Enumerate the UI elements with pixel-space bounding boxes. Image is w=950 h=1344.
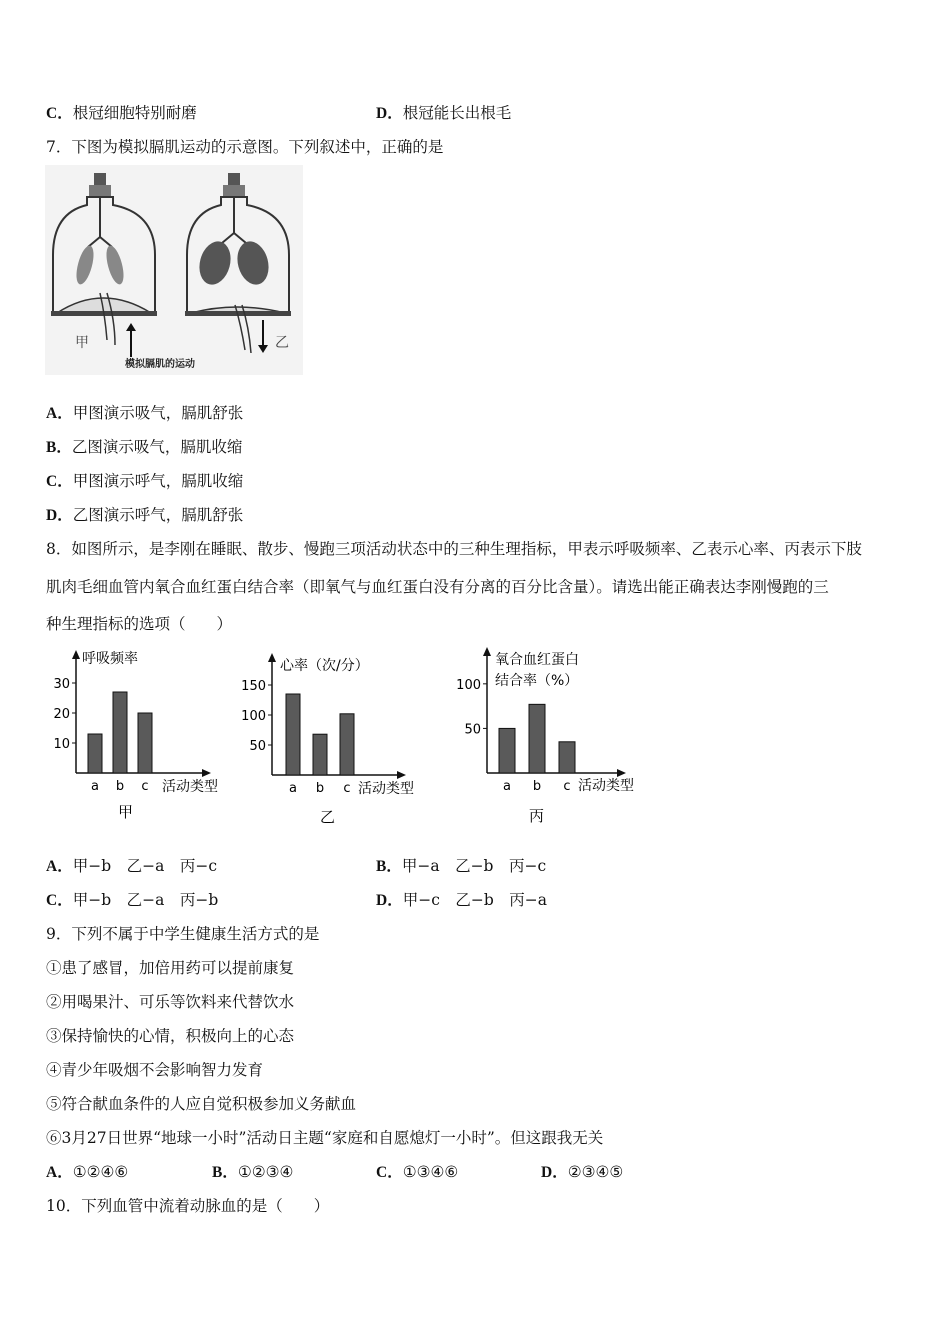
option-text: 甲图演示呼气，膈肌收缩 [72, 472, 244, 490]
option-letter: D． [46, 507, 73, 524]
category-label: b [532, 779, 542, 794]
y-tick-label: 150 [241, 679, 266, 694]
y-tick-label: 100 [456, 677, 481, 693]
bar-c [559, 742, 575, 773]
option-text: 根冠细胞特别耐磨 [72, 104, 197, 122]
option-text: 甲图演示吸气，膈肌舒张 [72, 404, 244, 422]
q7-stem: 7．下图为模拟膈肌运动的示意图。下列叙述中，正确的是 [46, 138, 444, 156]
q7-option-c [46, 471, 243, 492]
q9-option-b [212, 1162, 293, 1183]
q9-option-d [541, 1162, 623, 1183]
y-tick-label: 50 [464, 722, 481, 738]
category-label: a [91, 779, 99, 794]
option-letter: D． [541, 1164, 568, 1181]
option-letter: A． [46, 1164, 73, 1181]
option-text: 甲−c 乙−b 丙−a [402, 891, 548, 909]
bar-c [340, 714, 354, 775]
chart-jia [40, 645, 240, 830]
q9-option-c [376, 1162, 458, 1183]
q6-option-c [46, 103, 197, 124]
q9-item-6: ⑥3月27日世界“地球一小时”活动日主题“家庭和自愿熄灯一小时”。但这跟我无关 [46, 1129, 604, 1147]
q7-option-d [46, 505, 243, 526]
diaphragm-figure [45, 165, 303, 375]
option-text: 甲−a 乙−b 丙−c [401, 857, 547, 875]
option-letter: D． [376, 892, 403, 909]
y-axis-label-line1: 氧合血红蛋白 [495, 652, 579, 668]
y-axis-label-line2: 结合率（%） [495, 673, 579, 689]
bar-a [499, 728, 515, 773]
option-text: 甲−b 乙−a 丙−c [72, 857, 218, 875]
option-letter: B． [376, 858, 402, 875]
category-label: b [315, 781, 325, 796]
bar-b [313, 734, 327, 775]
category-label: a [503, 779, 511, 794]
y-tick-label: 20 [53, 707, 70, 722]
bar-a [88, 734, 102, 773]
chart-yi [228, 650, 438, 830]
option-letter: B． [212, 1164, 238, 1181]
q9-item-1: ①患了感冒，加倍用药可以提前康复 [46, 959, 295, 977]
label-jia: 甲 [75, 335, 89, 351]
q8-stem-line2: 肌肉毛细血管内氧合血红蛋白结合率（即氧气与血红蛋白没有分离的百分比含量）。请选出能正确表达李刚慢跑的三 [46, 578, 829, 596]
q9-stem: 9．下列不属于中学生健康生活方式的是 [46, 925, 320, 943]
option-text: 乙图演示呼气，膈肌舒张 [72, 506, 244, 524]
option-letter: B． [46, 439, 72, 456]
y-tick-label: 10 [53, 737, 70, 752]
option-text: 乙图演示吸气，膈肌收缩 [71, 438, 243, 456]
q8-stem-line3: 种生理指标的选项（ ） [46, 615, 233, 633]
y-axis-label: 心率（次/分） [280, 658, 369, 674]
category-label: a [289, 781, 297, 796]
q9-item-3: ③保持愉快的心情，积极向上的心态 [46, 1027, 295, 1045]
label-yi: 乙 [275, 335, 289, 351]
x-axis-label: 活动类型 [162, 779, 218, 795]
bar-b [113, 692, 127, 773]
q9-option-a [46, 1162, 128, 1183]
chart-title: 丙 [529, 807, 545, 825]
chart-bing [445, 645, 660, 830]
y-axis-label: 呼吸频率 [82, 651, 138, 667]
q8-stem-line1: 8．如图所示，是李刚在睡眠、散步、慢跑三项活动状态中的三种生理指标，甲表示呼吸频率、乙表示心率、丙表示下肢 [46, 540, 862, 558]
q9-item-4: ④青少年吸烟不会影响智力发育 [46, 1061, 264, 1079]
q8-option-a [46, 856, 217, 877]
category-label: c [563, 779, 571, 794]
q8-option-d [376, 890, 547, 911]
option-text: 根冠能长出根毛 [402, 104, 512, 122]
bar-a [286, 694, 300, 775]
chart-title: 乙 [320, 808, 336, 826]
q10-stem: 10．下列血管中流着动脉血的是（ ） [46, 1197, 330, 1215]
option-letter: A． [46, 858, 73, 875]
category-label: c [141, 779, 149, 794]
option-text: ②③④⑤ [567, 1163, 624, 1181]
chart-title: 甲 [118, 803, 134, 821]
x-axis-label: 活动类型 [578, 778, 634, 794]
option-letter: D． [376, 105, 403, 122]
q6-option-d [376, 103, 511, 124]
category-label: b [115, 779, 125, 794]
q8-option-c [46, 890, 218, 911]
category-label: c [343, 781, 351, 796]
q9-item-2: ②用喝果汁、可乐等饮料来代替饮水 [46, 993, 295, 1011]
y-tick-label: 50 [249, 739, 266, 754]
option-text: ①②④⑥ [72, 1163, 129, 1181]
q7-option-a [46, 403, 243, 424]
bar-b [529, 704, 545, 773]
bar-c [138, 713, 152, 773]
y-tick-label: 100 [241, 709, 266, 724]
q7-option-b [46, 437, 242, 458]
x-axis-label: 活动类型 [358, 781, 414, 797]
option-letter: C． [46, 473, 73, 490]
option-text: ①③④⑥ [402, 1163, 459, 1181]
option-letter: C． [46, 105, 73, 122]
figure-caption: 模拟膈肌的运动 [125, 359, 195, 370]
q9-item-5: ⑤符合献血条件的人应自觉积极参加义务献血 [46, 1095, 357, 1113]
option-letter: C． [46, 892, 73, 909]
option-letter: A． [46, 405, 73, 422]
y-tick-label: 30 [53, 677, 70, 692]
q8-option-b [376, 856, 546, 877]
option-text: ①②③④ [237, 1163, 294, 1181]
option-letter: C． [376, 1164, 403, 1181]
option-text: 甲−b 乙−a 丙−b [72, 891, 219, 909]
